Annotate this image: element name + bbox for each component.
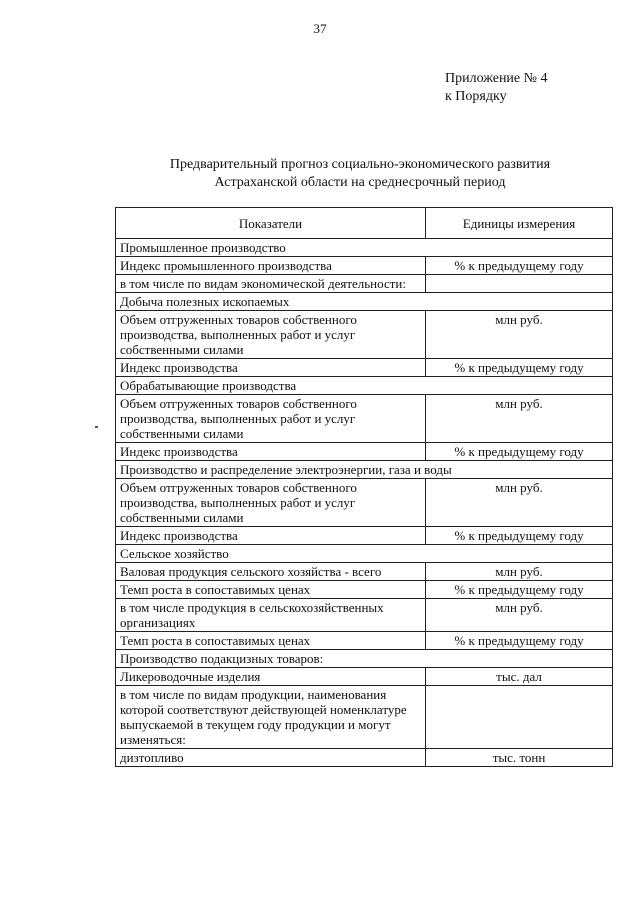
- table-row: [116, 239, 613, 257]
- document-title: Предварительный прогноз социально-экономического развития Астраханской области на среднесрочный период: [169, 157, 551, 190]
- unit-cell: тыс. тонн: [426, 749, 613, 767]
- table-row: [116, 632, 613, 650]
- unit-cell: % к предыдущему году: [426, 632, 613, 650]
- section-heading-cell: Производство и распределение электроэнергии, газа и воды: [116, 461, 613, 479]
- unit-cell: млн руб.: [426, 395, 613, 443]
- unit-cell: млн руб.: [426, 599, 613, 632]
- indicator-cell: Индекс промышленного производства: [116, 257, 426, 275]
- table-row: [116, 581, 613, 599]
- section-heading-cell: Обрабатывающие производства: [116, 377, 613, 395]
- unit-cell: [426, 275, 613, 293]
- indicator-cell: Индекс производства: [116, 359, 426, 377]
- indicator-cell: в том числе продукция в сельскохозяйственных организациях: [116, 599, 426, 632]
- header-units: Единицы измерения: [426, 208, 613, 239]
- table-row: [116, 395, 613, 443]
- table-row: [116, 527, 613, 545]
- table-header-row: [116, 208, 613, 239]
- indicator-cell: Темп роста в сопоставимых ценах: [116, 581, 426, 599]
- section-heading-cell: Сельское хозяйство: [116, 545, 613, 563]
- table-row: [116, 311, 613, 359]
- unit-cell: % к предыдущему году: [426, 359, 613, 377]
- table-row: [116, 443, 613, 461]
- indicators-table: [115, 207, 613, 767]
- indicator-cell: Индекс производства: [116, 443, 426, 461]
- table-row: [116, 359, 613, 377]
- indicator-cell: в том числе по видам экономической деятельности:: [116, 275, 426, 293]
- table-row: [116, 668, 613, 686]
- table-row: [116, 461, 613, 479]
- unit-cell: млн руб.: [426, 479, 613, 527]
- indicator-cell: Индекс производства: [116, 527, 426, 545]
- appendix-number: Приложение № 4: [445, 71, 548, 86]
- unit-cell: % к предыдущему году: [426, 527, 613, 545]
- unit-cell: млн руб.: [426, 563, 613, 581]
- indicator-cell: дизтопливо: [116, 749, 426, 767]
- table-row: [116, 479, 613, 527]
- indicator-cell: Ликероводочные изделия: [116, 668, 426, 686]
- indicator-cell: Темп роста в сопоставимых ценах: [116, 632, 426, 650]
- unit-cell: [426, 686, 613, 749]
- table-row: [116, 275, 613, 293]
- indicator-cell: Объем отгруженных товаров собственного производства, выполненных работ и услуг собственными силами: [116, 479, 426, 527]
- section-heading-cell: Добыча полезных ископаемых: [116, 293, 613, 311]
- table-row: [116, 749, 613, 767]
- section-heading-cell: Промышленное производство: [116, 239, 613, 257]
- table-row: [116, 599, 613, 632]
- unit-cell: млн руб.: [426, 311, 613, 359]
- appendix-reference: [445, 70, 548, 106]
- unit-cell: % к предыдущему году: [426, 443, 613, 461]
- table-body: [116, 239, 613, 767]
- table-row: [116, 377, 613, 395]
- table-row: [116, 563, 613, 581]
- indicator-cell: Объем отгруженных товаров собственного производства, выполненных работ и услуг собственными силами: [116, 311, 426, 359]
- unit-cell: % к предыдущему году: [426, 257, 613, 275]
- section-heading-cell: Производство подакцизных товаров:: [116, 650, 613, 668]
- table-row: [116, 293, 613, 311]
- appendix-procedure: к Порядку: [445, 89, 507, 104]
- table-row: [116, 545, 613, 563]
- table-row: [116, 257, 613, 275]
- scan-mark: [95, 426, 98, 428]
- table-row: [116, 686, 613, 749]
- header-indicators: Показатели: [116, 208, 426, 239]
- page-number: 37: [313, 21, 327, 36]
- indicator-cell: Валовая продукция сельского хозяйства - всего: [116, 563, 426, 581]
- unit-cell: % к предыдущему году: [426, 581, 613, 599]
- indicator-cell: в том числе по видам продукции, наименования которой соответствуют действующей номенклатуре выпускаемой в текущем году продукции и могут изменяться:: [116, 686, 426, 749]
- indicator-cell: Объем отгруженных товаров собственного производства, выполненных работ и услуг собственными силами: [116, 395, 426, 443]
- table-row: [116, 650, 613, 668]
- unit-cell: тыс. дал: [426, 668, 613, 686]
